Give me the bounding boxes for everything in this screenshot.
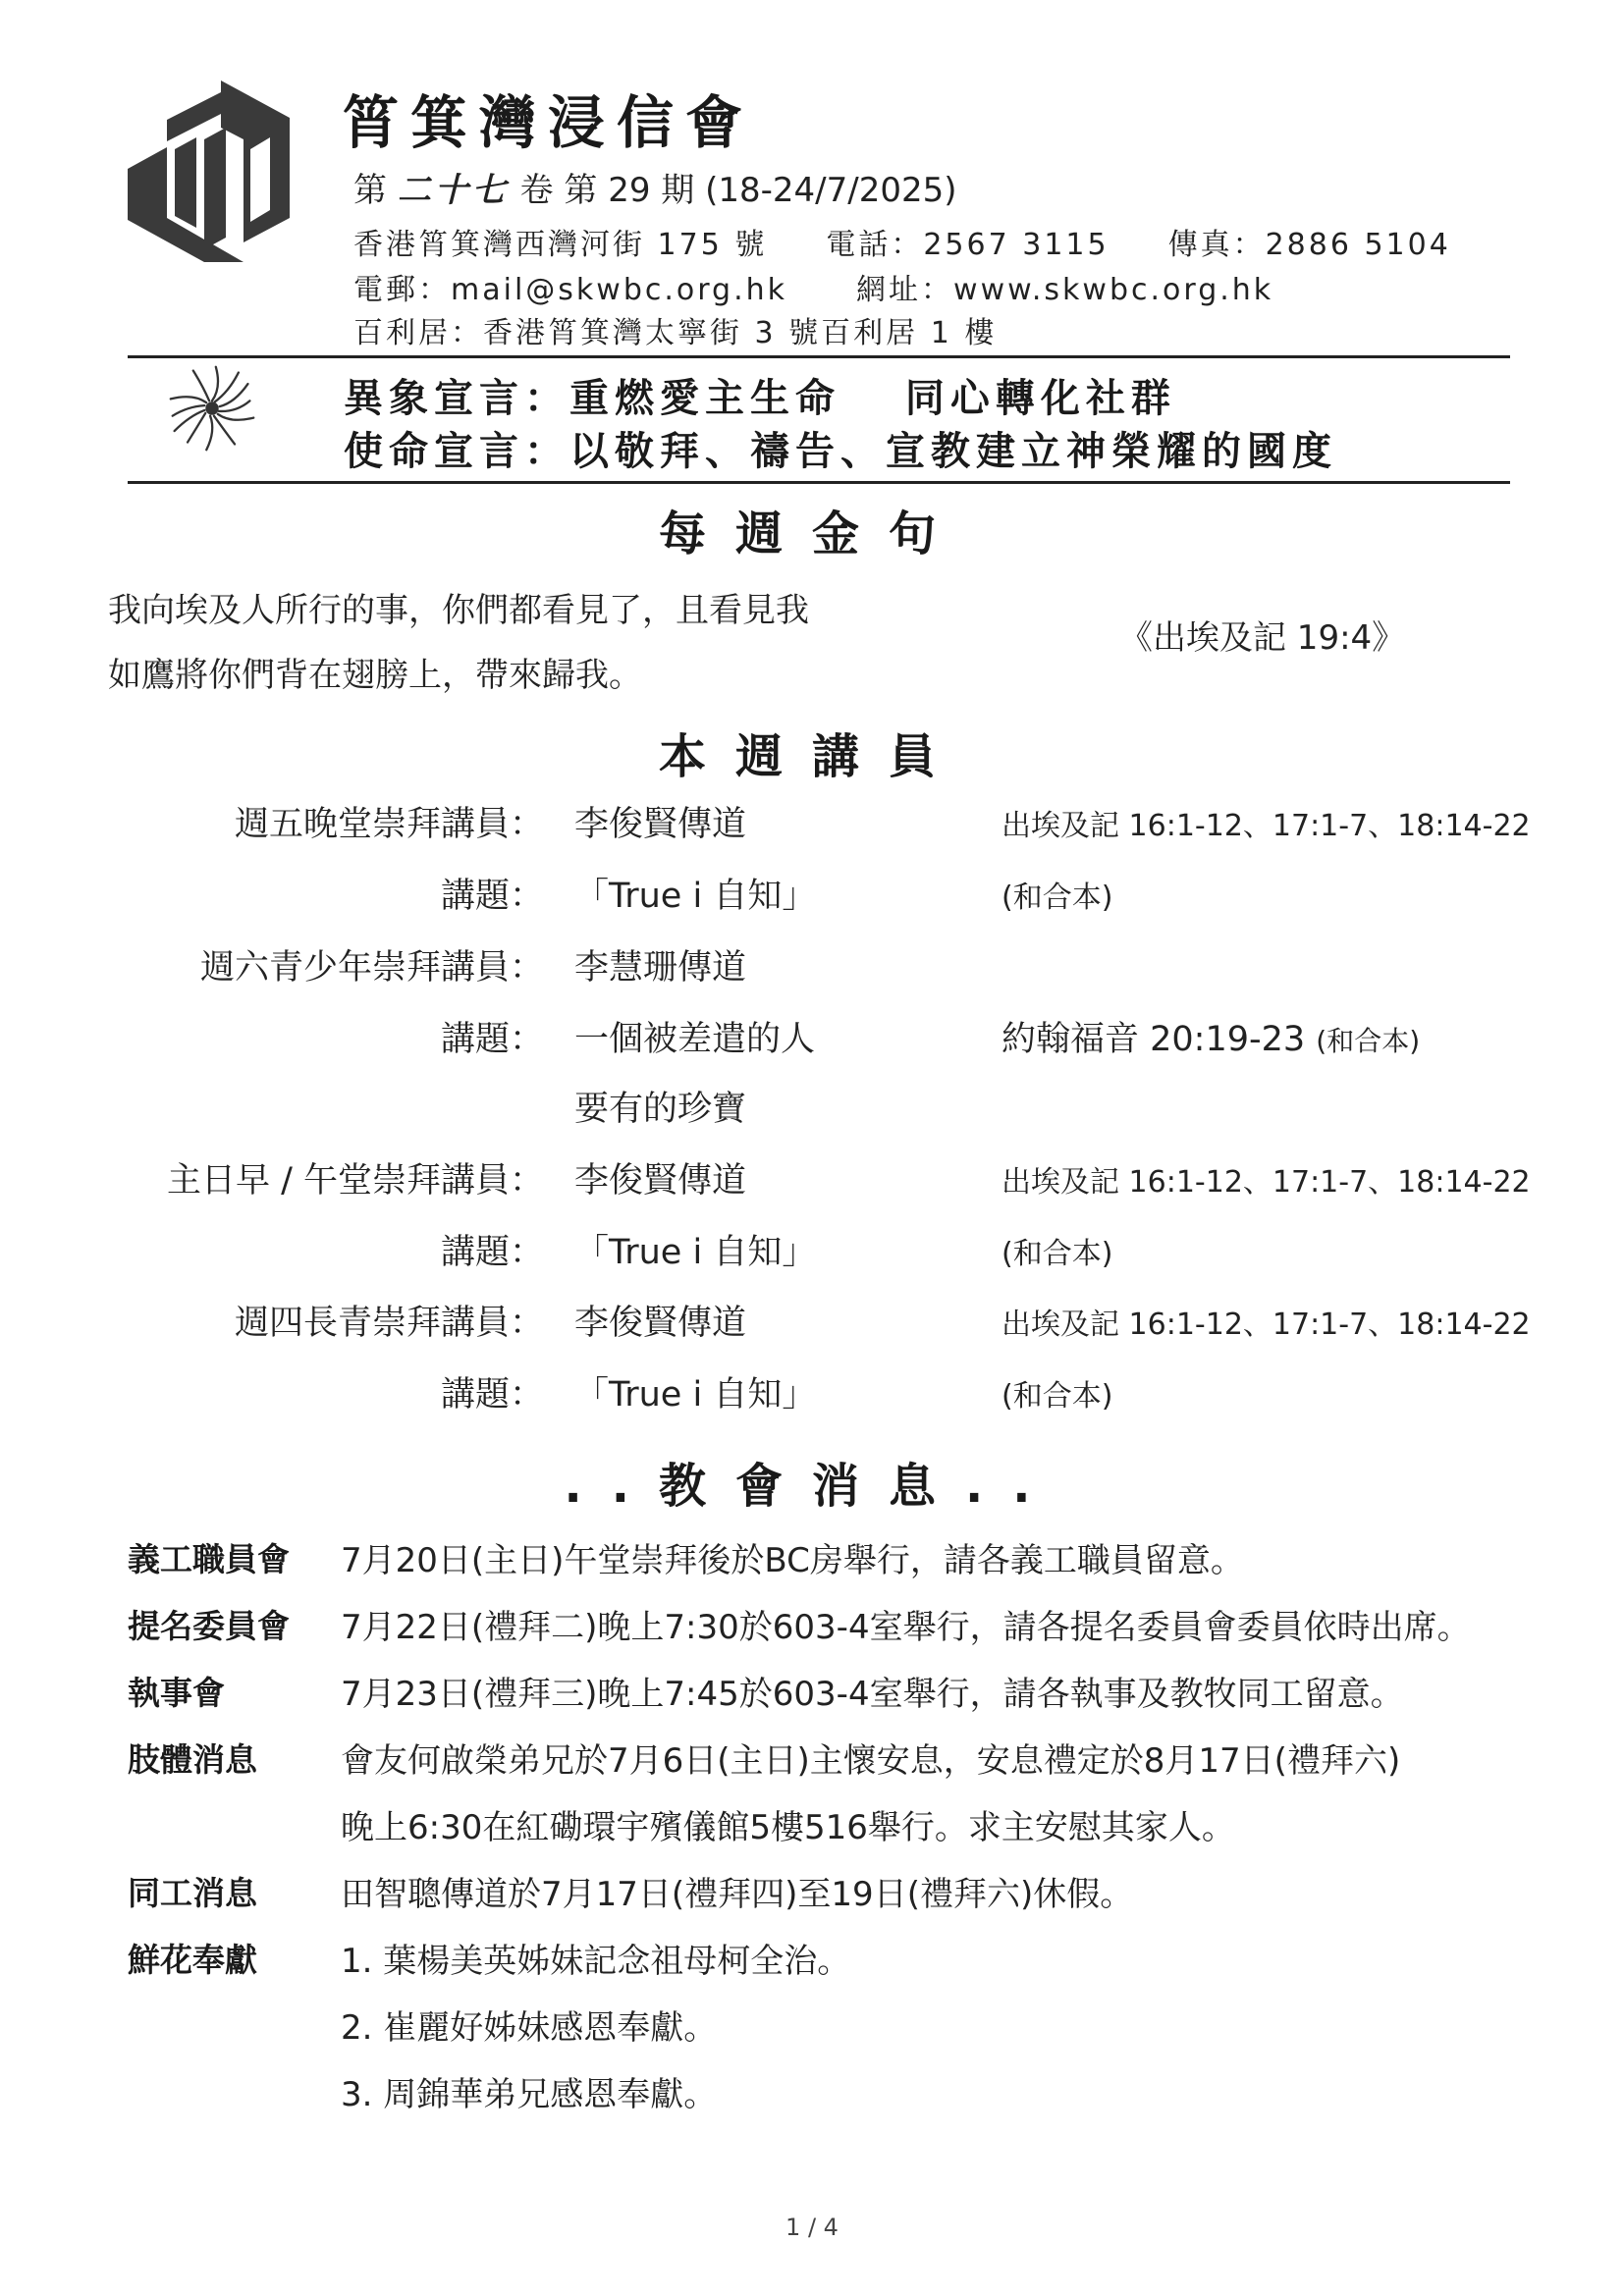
- page-number: 1 / 4: [785, 2214, 839, 2241]
- speaker-label: 週五晚堂崇拜講員：: [234, 805, 544, 844]
- news-label: 肢體消息: [128, 1740, 257, 1779]
- speakers-title: 本週講員: [658, 729, 965, 784]
- speaker-label: 週四長青崇拜講員：: [234, 1304, 544, 1343]
- fax: 傳真：2886 5104: [1167, 228, 1451, 262]
- version-ref: (和合本): [1001, 1379, 1113, 1414]
- topic-value: 「True i 自知」: [574, 1233, 817, 1272]
- speaker-label: 主日早 / 午堂崇拜講員：: [166, 1161, 544, 1201]
- church-logo-icon: [128, 80, 290, 262]
- verse-reference: 《出埃及記 19:4》: [1119, 618, 1406, 658]
- email-link[interactable]: 電郵：mail@skwbc.org.hk: [353, 273, 788, 307]
- news-text: 1. 葉楊美英姊妹記念祖母柯全治。: [341, 1942, 851, 1981]
- topic-label: 講題：: [440, 877, 544, 916]
- speaker-name: 李俊賢傳道: [574, 1161, 747, 1201]
- scripture-ref-text: 約翰福音 20:19-23: [1001, 1020, 1306, 1059]
- topic-label: 講題：: [440, 1375, 544, 1415]
- verse-line-2: 如鷹將你們背在翅膀上，帶來歸我。: [108, 656, 642, 695]
- branch-address: 百利居：香港筲箕灣太寧街 3 號百利居 1 樓: [353, 316, 998, 350]
- topic-label: 講題：: [440, 1233, 544, 1272]
- speaker-label: 週六青少年崇拜講員：: [199, 948, 544, 988]
- topic-value: 「True i 自知」: [574, 877, 817, 916]
- news-text: 田智聰傳道於7月17日(禮拜四)至19日(禮拜六)休假。: [341, 1875, 1134, 1914]
- topic-label: 講題：: [440, 1020, 544, 1059]
- address: 香港筲箕灣西灣河街 175 號: [353, 228, 768, 262]
- phone: 電話：2567 3115: [826, 228, 1110, 262]
- scripture-ref: 出埃及記 16:1-12、17:1-7、18:14-22: [1001, 1165, 1531, 1200]
- scripture-ref: 出埃及記 16:1-12、17:1-7、18:14-22: [1001, 809, 1531, 843]
- weekly-verse-title: 每週金句: [658, 507, 965, 561]
- scripture-ref: [1001, 1012, 1420, 1061]
- speaker-name: 李俊賢傳道: [574, 1304, 747, 1343]
- news-label: 鮮花奉獻: [128, 1941, 257, 1979]
- issue-prefix: 第: [353, 171, 387, 210]
- issue-dates: (18-24/7/2025): [705, 171, 957, 210]
- news-text: 3. 周錦華弟兄感恩奉獻。: [341, 2075, 718, 2114]
- verse-line-1: 我向埃及人所行的事，你們都看見了，且看見我: [108, 591, 809, 630]
- version-ref: (和合本): [1316, 1025, 1421, 1057]
- church-news-title: ..教會消息..: [564, 1459, 1060, 1514]
- news-text: 晚上6:30在紅磡環宇殯儀館5樓516舉行。求主安慰其家人。: [341, 1808, 1235, 1847]
- news-text: 2. 崔麗好姊妹感恩奉獻。: [341, 2008, 718, 2048]
- issue-number: 卷 第 29 期: [519, 171, 695, 210]
- speaker-name: 李俊賢傳道: [574, 805, 747, 844]
- mission-statement: 使命宣言：以敬拜、禱告、宣教建立神榮耀的國度: [344, 429, 1337, 474]
- divider: [128, 481, 1510, 484]
- news-text: 7月22日(禮拜二)晚上7:30於603-4室舉行，請各提名委員會委員依時出席。: [341, 1608, 1471, 1647]
- news-label: 提名委員會: [128, 1607, 290, 1645]
- news-text: 7月23日(禮拜三)晚上7:45於603-4室舉行，請各執事及教牧同工留意。: [341, 1675, 1404, 1714]
- scripture-ref: 出埃及記 16:1-12、17:1-7、18:14-22: [1001, 1308, 1531, 1342]
- website-link[interactable]: 網址：www.skwbc.org.hk: [856, 273, 1274, 307]
- vision-statement: 異象宣言：重燃愛主生命 同心轉化社群: [344, 376, 1176, 421]
- version-ref: (和合本): [1001, 881, 1113, 915]
- contact-line-2: [353, 265, 1273, 308]
- volume-number: 二十七: [397, 171, 510, 210]
- topic-value: 一個被差遣的人: [574, 1020, 816, 1059]
- sunburst-icon: [165, 361, 259, 455]
- contact-line-1: [353, 220, 1451, 263]
- news-label: 執事會: [128, 1674, 225, 1712]
- news-label: 同工消息: [128, 1874, 257, 1912]
- version-ref: (和合本): [1001, 1237, 1113, 1271]
- topic-value: 「True i 自知」: [574, 1375, 817, 1415]
- divider: [128, 355, 1510, 358]
- news-text: 會友何啟榮弟兄於7月6日(主日)主懷安息，安息禮定於8月17日(禮拜六): [341, 1741, 1401, 1781]
- church-name: 筲箕灣浸信會: [342, 89, 755, 156]
- issue-info: [353, 163, 957, 211]
- news-text: 7月20日(主日)午堂崇拜後於BC房舉行，請各義工職員留意。: [341, 1541, 1244, 1580]
- topic-value: 要有的珍寶: [574, 1090, 747, 1129]
- speaker-name: 李慧珊傳道: [574, 948, 747, 988]
- news-label: 義工職員會: [128, 1540, 290, 1578]
